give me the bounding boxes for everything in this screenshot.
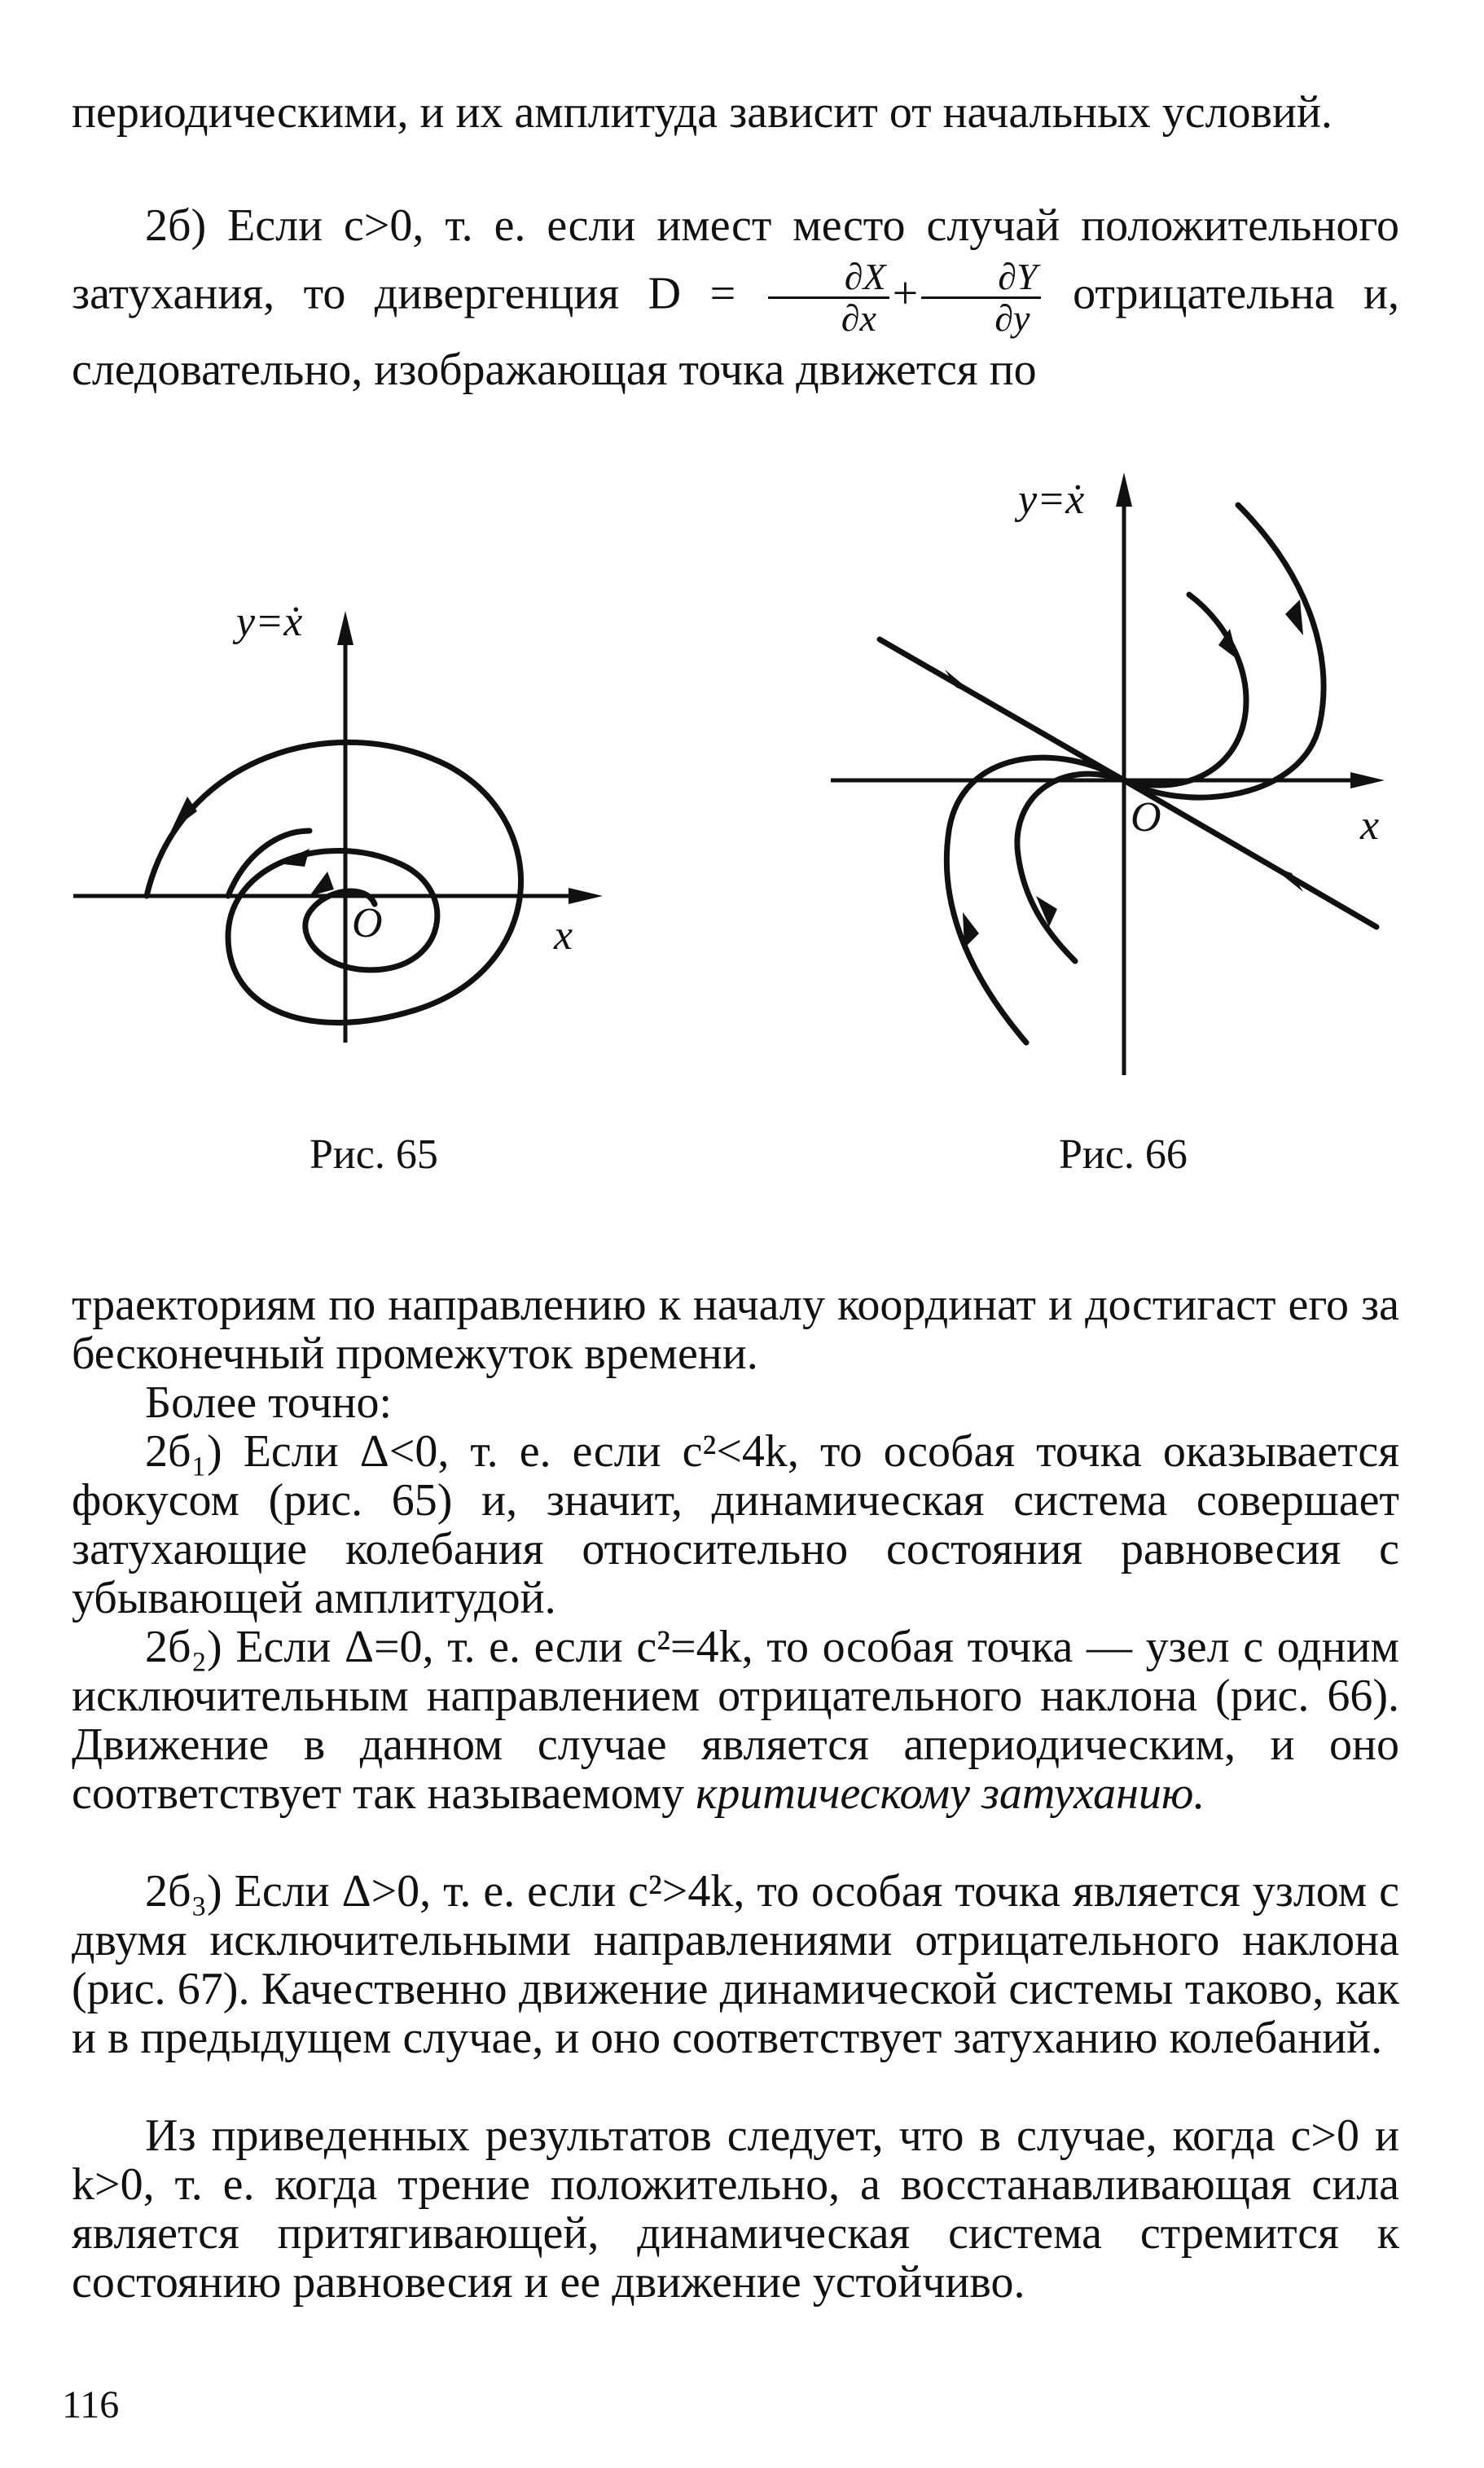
spiral-arrow-1 <box>171 797 197 831</box>
paragraph-8: Из приведенных результатов следует, что в случае, когда c>0 и k>0, т. е. когда трение положительно, а восстанавливающая сила является притягивающей, динамическая система стремится к состоянию равновесия и ее движение устойчиво. <box>72 2110 1399 2308</box>
page-number: 116 <box>62 2383 120 2426</box>
paragraph-4: Более точно: <box>145 1377 393 1428</box>
y-axis-arrow <box>337 611 353 645</box>
paragraph-2 <box>72 194 1399 402</box>
fig66-origin-label: O <box>1131 794 1161 841</box>
paragraph-6 <box>72 1623 1399 1818</box>
trajectory-upper-2 <box>1124 595 1246 785</box>
fig66-x-label: x <box>1360 802 1380 849</box>
figure-66-caption: Рис. 66 <box>1059 1131 1188 1178</box>
spiral-arrow-2 <box>277 849 310 867</box>
paragraph-1: периодическими, и их амплитуда зависит от начальных условий. <box>72 87 1333 138</box>
fraction-dX-dx: $\frac{\partial X}{\partial x}$ <box>768 257 889 338</box>
paragraph-6-italic-term: критическому затуханию. <box>696 1768 1205 1819</box>
x-axis-arrow <box>569 888 603 904</box>
traj-arrow-2 <box>1218 629 1238 660</box>
plus-sign: + <box>892 268 919 319</box>
fraction-dY-dy: $\frac{\partial Y}{\partial y}$ <box>921 257 1040 338</box>
figure-66-phase-portrait <box>814 456 1434 1091</box>
fig66-y-label: y=ẋ <box>1018 476 1085 523</box>
traj-arrow-1 <box>1285 599 1303 635</box>
trajectory-upper-1 <box>1124 505 1324 797</box>
paragraph-5: 2б₁) Если Δ<0, т. е. если c²<4k, то особая точка оказывается фокусом (рис. 65) и, значит, динамическая система совершает затухающие колебания относительно состояния равновесия с убывающей амплитудой. <box>72 1426 1399 1623</box>
trajectory-lower-1 <box>946 758 1124 1043</box>
paragraph-2-part-b: отрицательна и, следовательно, изображающая точка движется по <box>72 268 1400 395</box>
paragraph-7: 2б₃) Если Δ>0, т. е. если c²>4k, то особая точка является узлом с двумя исключительными направлениями отрицательного наклона (рис. 67). Качественно движение динамической системы таково, как и в предыдущем случае, и оно соответствует затуханию колебаний. <box>72 1866 1399 2063</box>
y-axis-arrow <box>1116 472 1132 507</box>
traj-arrow-3 <box>963 912 979 948</box>
fig65-origin-label: O <box>352 900 383 946</box>
figure-65-caption: Рис. 65 <box>310 1131 438 1178</box>
fig65-y-label: y=ẋ <box>236 599 303 645</box>
paragraph-2-part-a: 2б) Если c>0, т. е. если имест место случай положительного затухания, то дивергенция D = <box>72 200 1399 319</box>
paragraph-6-text: 2б₂) Если Δ=0, т. е. если c²=4k, то особая точка — узел с одним исключительным направлением отрицательного наклона (рис. 66). Движение в данном случае является апериодическим, и оно соответствует так называемому <box>72 1622 1399 1819</box>
trajectory-lower-2 <box>1017 774 1124 961</box>
x-axis-arrow <box>1350 772 1385 788</box>
figure-65-phase-portrait <box>65 586 635 1091</box>
fig65-x-label: x <box>554 912 573 959</box>
spiral-trajectory <box>147 742 521 1022</box>
paragraph-3: траекториям по направлению к началу координат и достигаст его за бесконечный промежуток времени. <box>72 1280 1399 1379</box>
